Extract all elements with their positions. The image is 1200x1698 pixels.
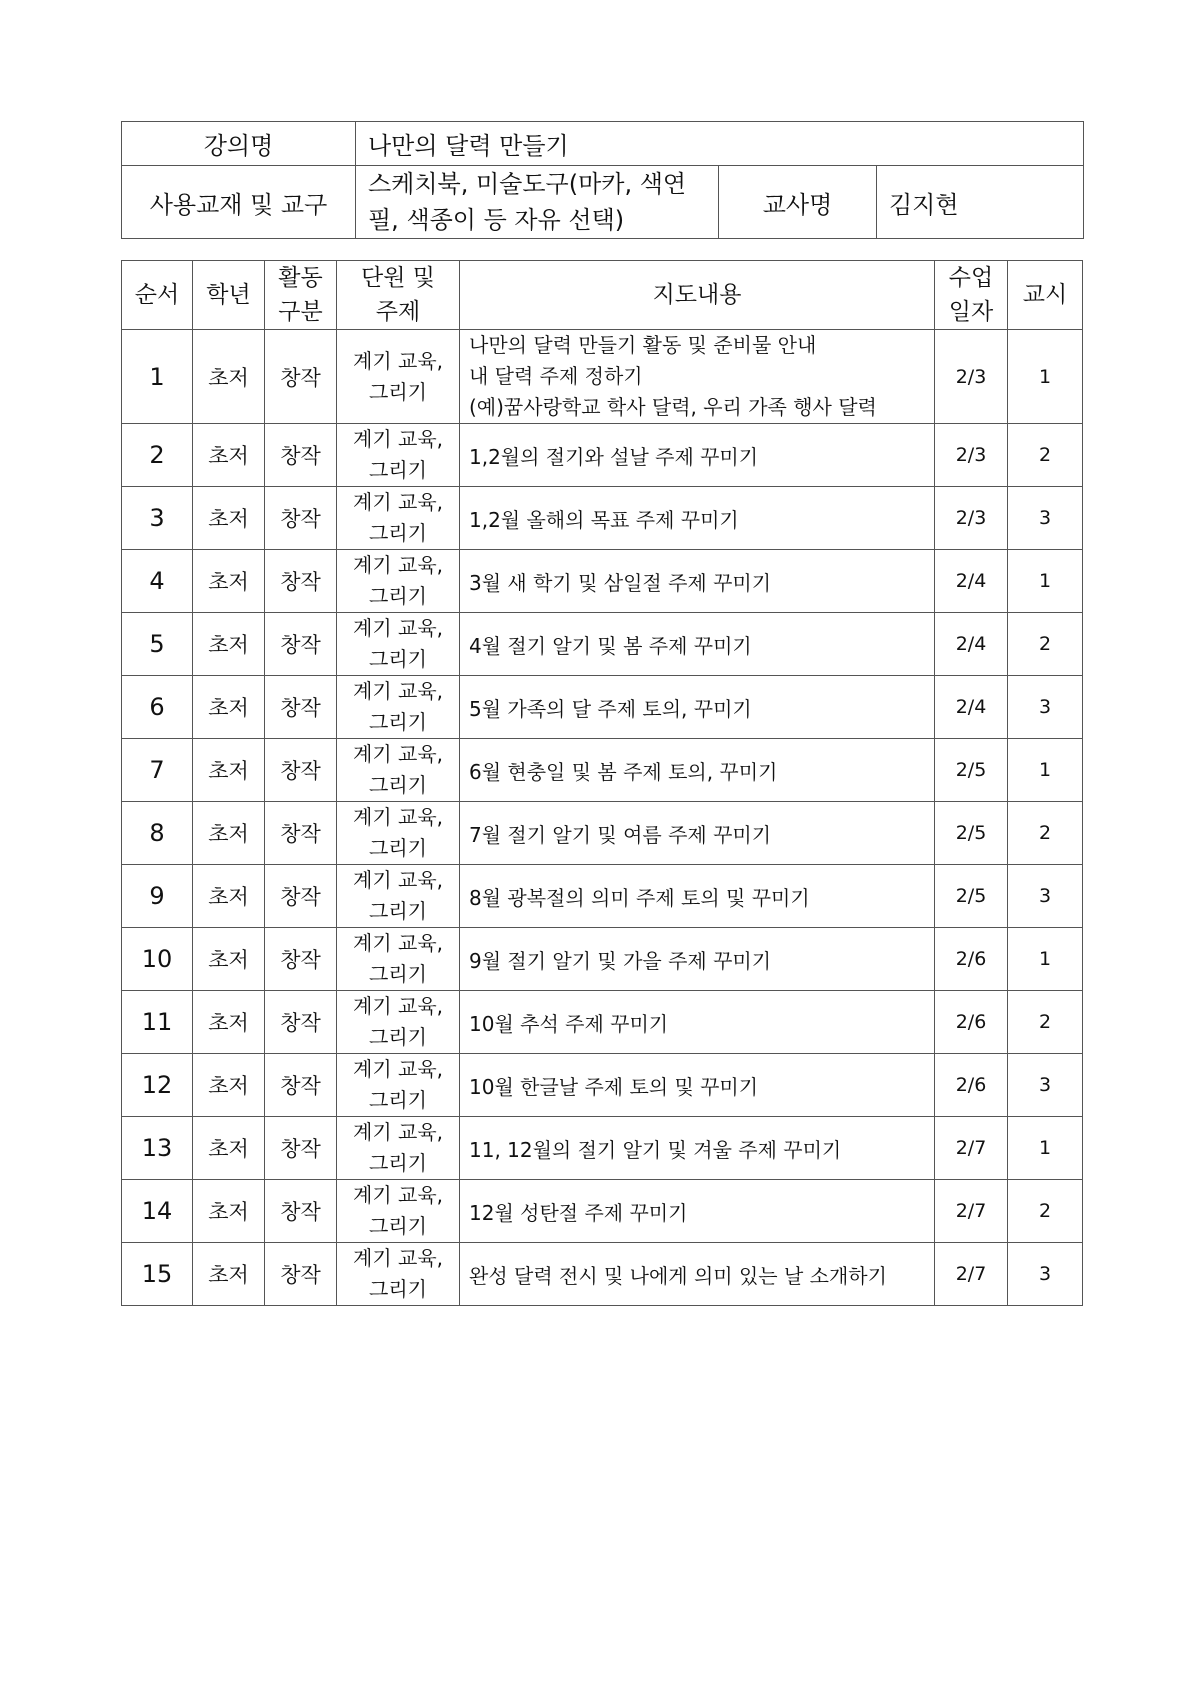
unit-cell: [337, 676, 460, 739]
unit-cell: [337, 487, 460, 550]
content-cell: 10월 한글날 주제 토의 및 꾸미기: [460, 1054, 935, 1117]
unit-cell: [337, 424, 460, 487]
activity-cell: 창작: [265, 487, 337, 550]
materials-line-2: 필, 색종이 등 자유 선택): [368, 206, 625, 234]
date-cell: 2/3: [935, 330, 1008, 424]
order-cell: 7: [122, 739, 193, 802]
grade-cell: 초저: [193, 1243, 265, 1306]
header-order: 순서: [122, 261, 193, 330]
period-cell: 2: [1008, 613, 1083, 676]
unit-cell: [337, 802, 460, 865]
order-cell: 6: [122, 676, 193, 739]
date-cell: 2/6: [935, 991, 1008, 1054]
grade-cell: 초저: [193, 928, 265, 991]
unit-line-2: 그리기: [369, 773, 427, 797]
period-cell: 3: [1008, 1054, 1083, 1117]
materials-row: [122, 166, 1084, 239]
table-row: [122, 613, 1083, 676]
materials-value: [356, 166, 719, 239]
content-line: (예)꿈사랑학교 학사 달력, 우리 가족 행사 달력: [469, 395, 877, 419]
grade-cell: 초저: [193, 330, 265, 424]
content-cell: [460, 330, 935, 424]
activity-cell: 창작: [265, 1243, 337, 1306]
order-cell: 2: [122, 424, 193, 487]
period-cell: 2: [1008, 991, 1083, 1054]
activity-cell: 창작: [265, 802, 337, 865]
course-name-label: 강의명: [122, 122, 356, 166]
table-row: [122, 1243, 1083, 1306]
activity-cell: 창작: [265, 1054, 337, 1117]
unit-cell: [337, 739, 460, 802]
unit-line-2: 그리기: [369, 962, 427, 986]
teacher-value: 김지현: [877, 166, 1084, 239]
unit-line-2: 그리기: [369, 899, 427, 923]
period-cell: 3: [1008, 676, 1083, 739]
unit-line-2: 그리기: [369, 1277, 427, 1301]
unit-line-1: 계기 교육,: [353, 679, 443, 703]
header-date-line-1: 수업: [948, 265, 994, 291]
grade-cell: 초저: [193, 613, 265, 676]
unit-line-2: 그리기: [369, 521, 427, 545]
header-activity-line-1: 활동: [278, 265, 323, 291]
period-cell: 1: [1008, 928, 1083, 991]
grade-cell: 초저: [193, 1180, 265, 1243]
unit-line-1: 계기 교육,: [353, 868, 443, 892]
unit-line-2: 그리기: [369, 1151, 427, 1175]
period-cell: 3: [1008, 487, 1083, 550]
unit-cell: [337, 865, 460, 928]
period-cell: 3: [1008, 1243, 1083, 1306]
order-cell: 10: [122, 928, 193, 991]
header-activity: [265, 261, 337, 330]
activity-cell: 창작: [265, 865, 337, 928]
table-row: [122, 991, 1083, 1054]
table-row: [122, 739, 1083, 802]
content-cell: 1,2월의 절기와 설날 주제 꾸미기: [460, 424, 935, 487]
materials-label: 사용교재 및 교구: [122, 166, 356, 239]
date-cell: 2/5: [935, 739, 1008, 802]
period-cell: 1: [1008, 1117, 1083, 1180]
content-cell: 4월 절기 알기 및 봄 주제 꾸미기: [460, 613, 935, 676]
content-cell: 7월 절기 알기 및 여름 주제 꾸미기: [460, 802, 935, 865]
table-row: [122, 1054, 1083, 1117]
order-cell: 9: [122, 865, 193, 928]
activity-cell: 창작: [265, 330, 337, 424]
content-cell: 6월 현충일 및 봄 주제 토의, 꾸미기: [460, 739, 935, 802]
activity-cell: 창작: [265, 550, 337, 613]
table-row: [122, 928, 1083, 991]
activity-cell: 창작: [265, 739, 337, 802]
course-name-value: 나만의 달력 만들기: [356, 122, 1084, 166]
activity-cell: 창작: [265, 928, 337, 991]
unit-line-2: 그리기: [369, 1025, 427, 1049]
content-line: 나만의 달력 만들기 활동 및 준비물 안내: [469, 333, 817, 357]
table-row: [122, 802, 1083, 865]
unit-line-1: 계기 교육,: [353, 348, 443, 373]
unit-cell: [337, 928, 460, 991]
materials-line-1: 스케치북, 미술도구(마카, 색연: [368, 170, 687, 198]
unit-line-2: 그리기: [369, 1214, 427, 1238]
header-unit: [337, 261, 460, 330]
teacher-label: 교사명: [719, 166, 877, 239]
grade-cell: 초저: [193, 550, 265, 613]
grade-cell: 초저: [193, 802, 265, 865]
course-info-table: [121, 121, 1084, 239]
period-cell: 2: [1008, 1180, 1083, 1243]
content-cell: 12월 성탄절 주제 꾸미기: [460, 1180, 935, 1243]
grade-cell: 초저: [193, 487, 265, 550]
grade-cell: 초저: [193, 1054, 265, 1117]
unit-cell: [337, 550, 460, 613]
date-cell: 2/3: [935, 424, 1008, 487]
activity-cell: 창작: [265, 1117, 337, 1180]
activity-cell: 창작: [265, 676, 337, 739]
content-cell: 11, 12월의 절기 알기 및 겨울 주제 꾸미기: [460, 1117, 935, 1180]
order-cell: 4: [122, 550, 193, 613]
unit-line-2: 그리기: [369, 584, 427, 608]
grade-cell: 초저: [193, 865, 265, 928]
activity-cell: 창작: [265, 424, 337, 487]
unit-cell: [337, 1180, 460, 1243]
unit-line-1: 계기 교육,: [353, 931, 443, 955]
period-cell: 2: [1008, 424, 1083, 487]
order-cell: 11: [122, 991, 193, 1054]
header-period: 교시: [1008, 261, 1083, 330]
date-cell: 2/5: [935, 865, 1008, 928]
header-grade: 학년: [193, 261, 265, 330]
unit-line-1: 계기 교육,: [353, 742, 443, 766]
date-cell: 2/6: [935, 1054, 1008, 1117]
period-cell: 2: [1008, 802, 1083, 865]
content-cell: 1,2월 올해의 목표 주제 꾸미기: [460, 487, 935, 550]
unit-line-1: 계기 교육,: [353, 1183, 443, 1207]
grade-cell: 초저: [193, 424, 265, 487]
order-cell: 1: [122, 330, 193, 424]
activity-cell: 창작: [265, 991, 337, 1054]
content-cell: 10월 추석 주제 꾸미기: [460, 991, 935, 1054]
header-unit-line-2: 주제: [375, 299, 421, 325]
unit-line-1: 계기 교육,: [353, 1120, 443, 1144]
grade-cell: 초저: [193, 676, 265, 739]
table-row: [122, 424, 1083, 487]
date-cell: 2/7: [935, 1180, 1008, 1243]
content-cell: 9월 절기 알기 및 가을 주제 꾸미기: [460, 928, 935, 991]
content-cell: 3월 새 학기 및 삼일절 주제 꾸미기: [460, 550, 935, 613]
activity-cell: 창작: [265, 1180, 337, 1243]
grade-cell: 초저: [193, 1117, 265, 1180]
content-cell: 5월 가족의 달 주제 토의, 꾸미기: [460, 676, 935, 739]
header-content: 지도내용: [460, 261, 935, 330]
order-cell: 12: [122, 1054, 193, 1117]
date-cell: 2/4: [935, 550, 1008, 613]
unit-line-2: 그리기: [369, 836, 427, 860]
order-cell: 8: [122, 802, 193, 865]
unit-line-1: 계기 교육,: [353, 1057, 443, 1081]
date-cell: 2/4: [935, 676, 1008, 739]
unit-line-2: 그리기: [369, 379, 427, 404]
grade-cell: 초저: [193, 991, 265, 1054]
date-cell: 2/7: [935, 1117, 1008, 1180]
content-cell: 완성 달력 전시 및 나에게 의미 있는 날 소개하기: [460, 1243, 935, 1306]
unit-line-1: 계기 교육,: [353, 994, 443, 1018]
unit-line-2: 그리기: [369, 647, 427, 671]
order-cell: 14: [122, 1180, 193, 1243]
order-cell: 15: [122, 1243, 193, 1306]
date-cell: 2/5: [935, 802, 1008, 865]
header-unit-line-1: 단원 및: [361, 265, 435, 291]
date-cell: 2/4: [935, 613, 1008, 676]
date-cell: 2/6: [935, 928, 1008, 991]
order-cell: 13: [122, 1117, 193, 1180]
table-row: [122, 330, 1083, 424]
unit-cell: [337, 1117, 460, 1180]
date-cell: 2/7: [935, 1243, 1008, 1306]
course-name-row: [122, 122, 1084, 166]
unit-line-1: 계기 교육,: [353, 490, 443, 514]
order-cell: 5: [122, 613, 193, 676]
table-row: [122, 550, 1083, 613]
unit-line-2: 그리기: [369, 458, 427, 482]
schedule-header-row: [122, 261, 1083, 330]
grade-cell: 초저: [193, 739, 265, 802]
date-cell: 2/3: [935, 487, 1008, 550]
header-date-line-2: 일자: [948, 299, 994, 325]
unit-line-1: 계기 교육,: [353, 805, 443, 829]
table-row: [122, 1180, 1083, 1243]
period-cell: 1: [1008, 330, 1083, 424]
order-cell: 3: [122, 487, 193, 550]
table-row: [122, 1117, 1083, 1180]
unit-cell: [337, 1243, 460, 1306]
unit-line-2: 그리기: [369, 710, 427, 734]
unit-cell: [337, 991, 460, 1054]
table-row: [122, 487, 1083, 550]
table-row: [122, 865, 1083, 928]
table-row: [122, 676, 1083, 739]
activity-cell: 창작: [265, 613, 337, 676]
unit-line-1: 계기 교육,: [353, 427, 443, 451]
content-cell: 8월 광복절의 의미 주제 토의 및 꾸미기: [460, 865, 935, 928]
unit-line-1: 계기 교육,: [353, 616, 443, 640]
header-activity-line-2: 구분: [278, 299, 323, 325]
header-date: [935, 261, 1008, 330]
content-line: 내 달력 주제 정하기: [469, 364, 643, 388]
unit-cell: [337, 330, 460, 424]
period-cell: 1: [1008, 739, 1083, 802]
unit-cell: [337, 613, 460, 676]
unit-line-1: 계기 교육,: [353, 1246, 443, 1270]
lesson-schedule-table: [121, 260, 1083, 1306]
unit-line-2: 그리기: [369, 1088, 427, 1112]
period-cell: 1: [1008, 550, 1083, 613]
unit-cell: [337, 1054, 460, 1117]
unit-line-1: 계기 교육,: [353, 553, 443, 577]
period-cell: 3: [1008, 865, 1083, 928]
